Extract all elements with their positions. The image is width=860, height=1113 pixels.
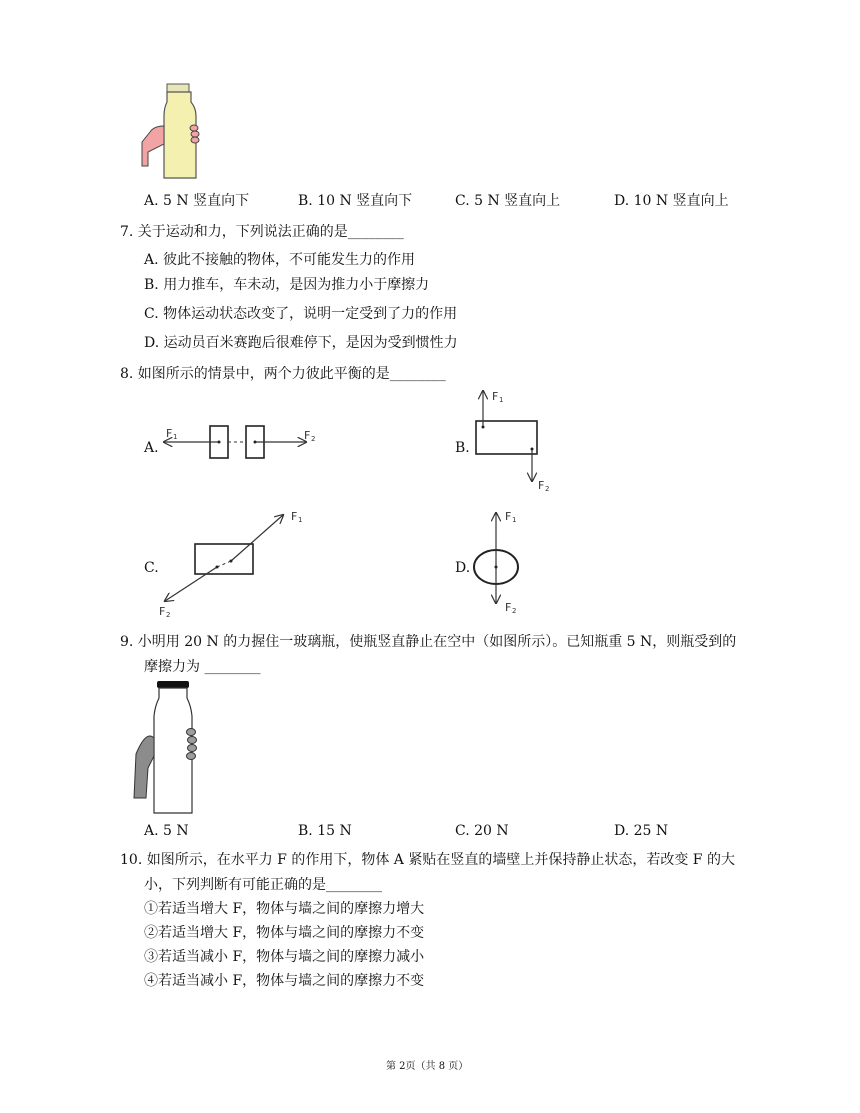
q10-stem-line1: 10. 如图所示，在水平力 F 的作用下，物体 A 紧贴在竖直的墙壁上并保持静止状态，若改变 F 的大	[120, 852, 735, 868]
f1-label-a: F	[166, 427, 173, 440]
q10-statement-2: ②若适当增大 F，物体与墙之间的摩擦力不变	[144, 925, 425, 941]
f2-sub-d: 2	[512, 607, 517, 615]
f2-label-d: F	[505, 601, 512, 614]
q6-option-b[interactable]: B. 10 N 竖直向下	[298, 193, 413, 209]
q7-option-b[interactable]: B. 用力推车，车未动，是因为推力小于摩擦力	[144, 277, 430, 293]
q8-stem: 8. 如图所示的情景中，两个力彼此平衡的是________	[120, 366, 446, 382]
f1-sub-d: 1	[512, 516, 517, 524]
f2-label-c: F	[159, 605, 166, 618]
q6-option-c[interactable]: C. 5 N 竖直向上	[455, 193, 561, 209]
q6-bottle-figure	[140, 82, 210, 182]
q7-stem: 7. 关于运动和力，下列说法正确的是________	[120, 224, 404, 240]
q9-option-c[interactable]: C. 20 N	[455, 823, 509, 839]
q9-stem-line1: 9. 小明用 20 N 的力握住一玻璃瓶，使瓶竖直静止在空中（如图所示）。已知瓶重 5 N，则瓶受到的	[120, 634, 737, 650]
f1-sub-c: 1	[298, 516, 303, 524]
q8-figure-b	[470, 385, 570, 500]
q10-stem-line2: 小，下列判断有可能正确的是________	[144, 877, 382, 893]
q9-option-a[interactable]: A. 5 N	[144, 823, 189, 839]
q10-statement-4: ④若适当减小 F，物体与墙之间的摩擦力不变	[144, 973, 425, 989]
q10-statement-3: ③若适当减小 F，物体与墙之间的摩擦力减小	[144, 949, 425, 965]
f1-sub-b: 1	[499, 396, 504, 404]
f2-sub-c: 2	[166, 611, 171, 619]
q7-option-d[interactable]: D. 运动员百米赛跑后很难停下，是因为受到惯性力	[144, 335, 458, 351]
f2-sub-a: 2	[311, 435, 316, 443]
q7-option-a[interactable]: A. 彼此不接触的物体，不可能发生力的作用	[144, 252, 416, 268]
q9-option-b[interactable]: B. 15 N	[298, 823, 352, 839]
f1-label-d: F	[505, 510, 512, 523]
f1-label-b: F	[492, 390, 499, 403]
q7-option-c[interactable]: C. 物体运动状态改变了，说明一定受到了力的作用	[144, 306, 458, 322]
f2-label-a: F	[304, 429, 311, 442]
q8-option-d-label[interactable]: D.	[455, 560, 471, 576]
q10-statement-1: ①若适当增大 F，物体与墙之间的摩擦力增大	[144, 901, 425, 917]
q8-option-b-label[interactable]: B.	[455, 440, 470, 456]
f1-label-c: F	[291, 510, 298, 523]
q8-figure-c	[155, 505, 315, 620]
page-footer: 第 2页（共 8 页）	[386, 1061, 469, 1072]
q9-bottle-figure	[132, 680, 212, 815]
q8-figure-d	[468, 505, 558, 620]
q8-figure-a	[160, 415, 330, 465]
q8-option-a-label[interactable]: A.	[144, 440, 159, 456]
f2-label-b: F	[538, 479, 545, 492]
q9-option-d[interactable]: D. 25 N	[614, 823, 669, 839]
q6-option-a[interactable]: A. 5 N 竖直向下	[144, 193, 250, 209]
f2-sub-b: 2	[545, 485, 550, 493]
f1-sub-a: 1	[173, 433, 178, 441]
q6-option-d[interactable]: D. 10 N 竖直向上	[614, 193, 729, 209]
q8-option-c-label[interactable]: C.	[144, 560, 159, 576]
q9-stem-line2: 摩擦力为 ________	[144, 659, 261, 675]
